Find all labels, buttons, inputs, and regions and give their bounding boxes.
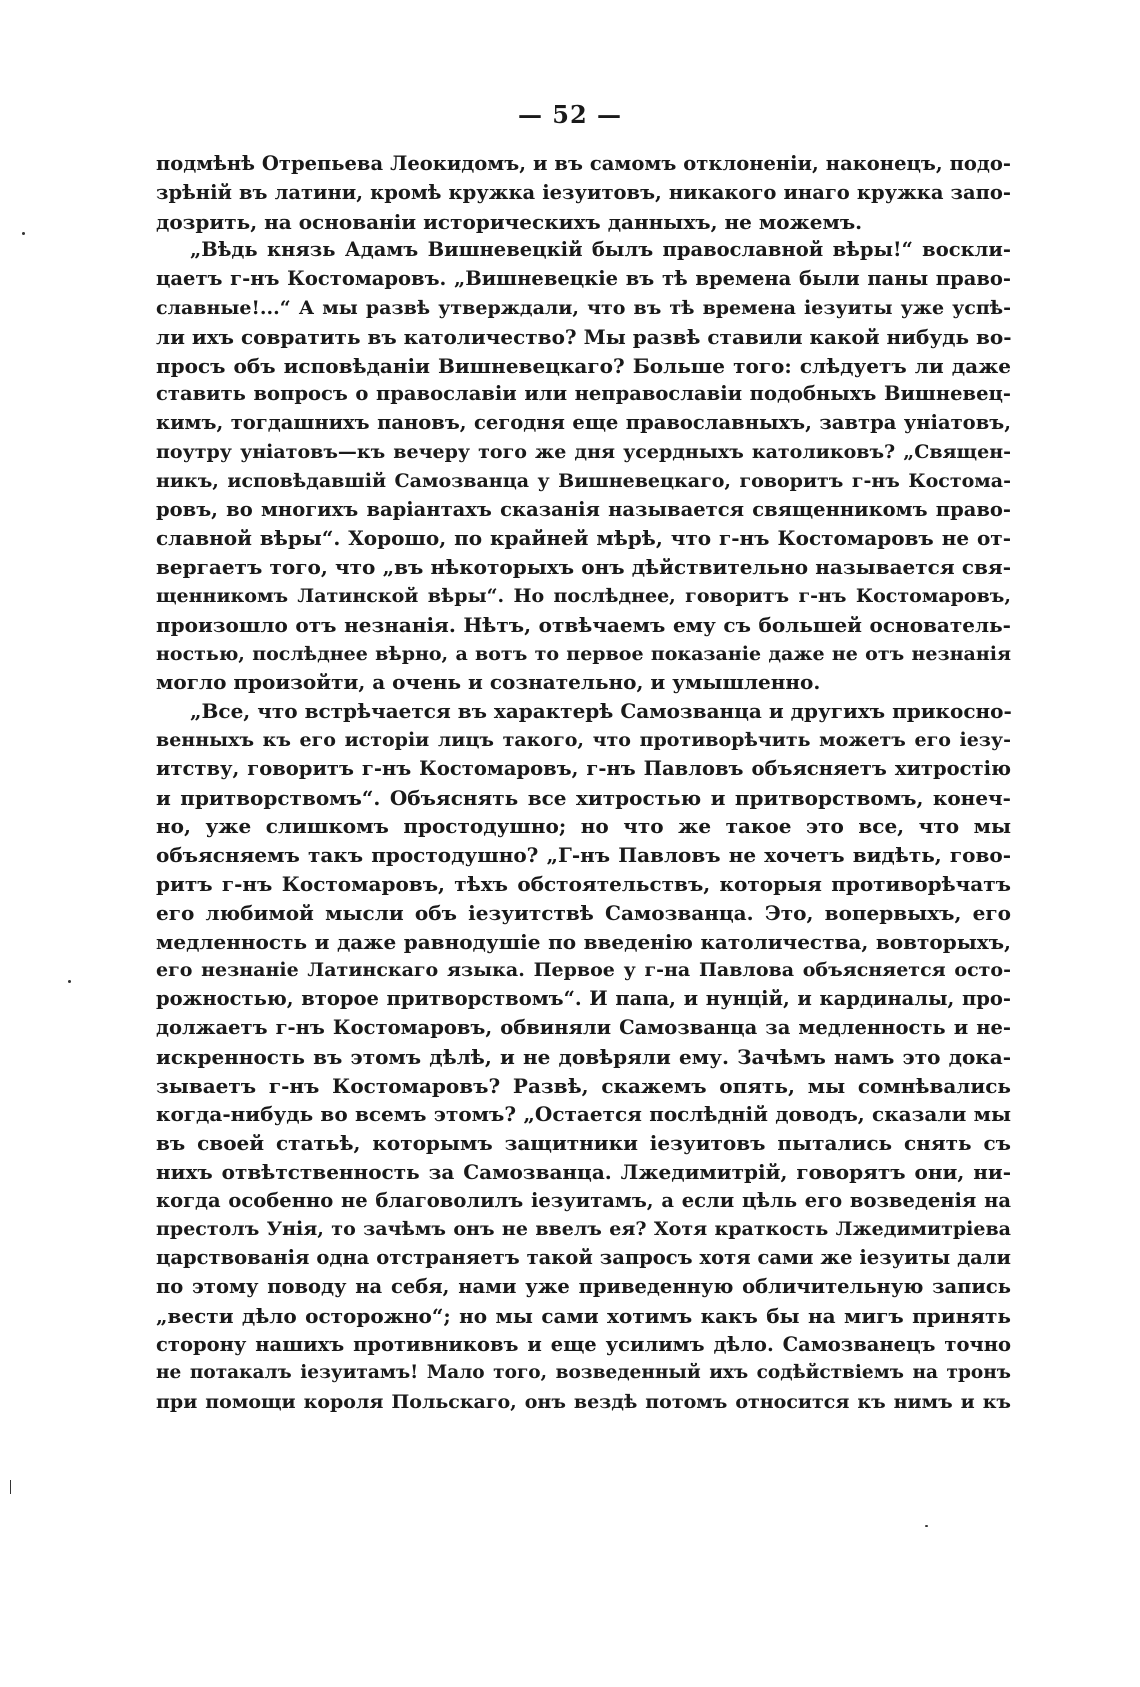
text-line: медленность и даже равнодушіе по введенію католичества, вовторыхъ,: [156, 929, 1011, 954]
text-line: ли ихъ совратить въ католичество? Мы развѣ ставили какой нибудь во-: [156, 324, 1012, 349]
text-line: и притворствомъ“. Объяснять все хитростью и притворствомъ, конеч-: [156, 785, 1011, 810]
text-line: его любимой мысли объ іезуитствѣ Самозванца. Это, вопервыхъ, его: [156, 900, 1011, 925]
text-line: при помощи короля Польскаго, онъ вездѣ потомъ относится къ нимъ и къ: [156, 1391, 1011, 1414]
text-line: не потакалъ іезуитамъ! Мало того, возведенный ихъ содѣйствіемъ на тронъ: [156, 1362, 1011, 1384]
text-line: щенникомъ Латинской вѣры“. Но послѣднее, говоритъ г-нъ Костомаровъ,: [156, 584, 1011, 607]
scan-speck: [22, 232, 25, 235]
scan-speck: [925, 1525, 928, 1527]
text-line: ровъ, во многихъ варіантахъ сказанія называется священникомъ право-: [156, 497, 1011, 521]
text-line: „вести дѣло осторожно“; но мы сами хотимъ какъ бы на мигъ принять: [156, 1303, 1011, 1328]
text-line: царствованія одна отстраняетъ такой запросъ хотя сами же іезуиты дали: [156, 1246, 1011, 1270]
text-line: но, уже слишкомъ простодушно; но что же такое это все, что мы: [156, 814, 1011, 839]
text-line: итству, говоритъ г-нъ Костомаровъ, г-нъ Павловъ объясняетъ хитростію: [156, 756, 1011, 780]
text-line: искренность въ этомъ дѣлѣ, и не довѣряли ему. Зачѣмъ намъ это дока-: [156, 1044, 1011, 1069]
text-line: престолъ Унія, то зачѣмъ онъ не ввелъ ея? Хотя краткость Лжедимитріева: [156, 1218, 1011, 1241]
text-line: по этому поводу на себя, нами уже приведенную обличительную запись: [156, 1275, 1011, 1299]
text-line: должаетъ г-нъ Костомаровъ, обвиняли Самозванца за медленность и не-: [156, 1015, 1011, 1039]
text-line: ритъ г-нъ Костомаровъ, тѣхъ обстоятельствъ, которыя противорѣчатъ: [156, 871, 1011, 896]
text-line: никъ, исповѣдавшій Самозванца у Вишневецкаго, говоритъ г-нъ Костома-: [156, 469, 1011, 492]
text-line: венныхъ къ его исторіи лицъ такого, что противорѣчить можетъ его іезу-: [156, 728, 1011, 751]
page-number: — 52 —: [517, 100, 623, 129]
text-line: ностью, послѣднее вѣрно, а вотъ то первое показаніе даже не отъ незнанія: [156, 642, 1011, 665]
text-line: дозрить, на основаніи историческихъ данныхъ, не можемъ.: [156, 209, 863, 234]
text-line: цаетъ г-нъ Костомаровъ. „Вишневецкіе въ тѣ времена были паны право-: [156, 267, 1011, 291]
text-line: сторону нашихъ противниковъ и еще усилимъ дѣло. Самозванецъ точно: [156, 1332, 1011, 1356]
text-line: рожностью, второе притворствомъ“. И папа, и нунцій, и кардиналы, про-: [156, 987, 1011, 1011]
text-line: зрѣній въ латини, кромѣ кружка іезуитовъ, никакого инаго кружка запо-: [156, 180, 1011, 204]
scan-speck: [10, 1480, 11, 1494]
text-line: „Все, что встрѣчается въ характерѣ Самозванца и другихъ прикосно-: [190, 699, 1012, 724]
text-line: зываетъ г-нъ Костомаровъ? Развѣ, скажемъ опять, мы сомнѣвались: [156, 1073, 1011, 1098]
text-line: его незнаніе Латинскаго языка. Первое у г-на Павлова объясняется осто-: [156, 959, 1011, 982]
text-line: въ своей статьѣ, которымъ защитники іезуитовъ пытались снять съ: [156, 1131, 1011, 1156]
body-text: [156, 150, 1011, 1417]
text-line: когда особенно не благоволилъ іезуитамъ, а если цѣль его возведенія на: [156, 1188, 1011, 1212]
text-line: произошло отъ незнанія. Нѣтъ, отвѣчаемъ ему съ большей основатель-: [156, 612, 1011, 637]
scan-speck: [68, 980, 71, 983]
text-line: вергаетъ того, что „въ нѣкоторыхъ онъ дѣйствительно называется свя-: [156, 555, 1011, 580]
text-line: славные!...“ А мы развѣ утверждали, что въ тѣ времена іезуиты уже успѣ-: [156, 296, 1011, 319]
text-line: могло произойти, а очень и сознательно, и умышленно.: [156, 670, 821, 695]
text-line: кимъ, тогдашнихъ пановъ, сегодня еще православныхъ, завтра уніатовъ,: [156, 411, 1011, 435]
text-line: объясняемъ такъ простодушно? „Г-нъ Павловъ не хочетъ видѣть, гово-: [156, 843, 1011, 868]
text-line: просъ объ исповѣданіи Вишневецкаго? Больше того: слѣдуетъ ли даже: [156, 353, 1011, 378]
text-line: „Вѣдь князь Адамъ Вишневецкій былъ православной вѣры!“ воскли-: [190, 238, 1011, 262]
text-line: когда-нибудь во всемъ этомъ? „Остается послѣдній доводъ, сказали мы: [156, 1102, 1011, 1127]
text-line: славной вѣры“. Хорошо, по крайней мѣрѣ, что г-нъ Костомаровъ не от-: [156, 526, 1011, 551]
text-line: поутру уніатовъ—къ вечеру того же дня усердныхъ католиковъ? „Священ-: [156, 440, 1011, 463]
text-line: нихъ отвѣтственность за Самозванца. Лжедимитрій, говорятъ они, ни-: [156, 1159, 1011, 1184]
text-line: подмѣнѣ Отрепьева Леокидомъ, и въ самомъ отклоненіи, наконецъ, подо-: [156, 152, 1011, 175]
text-line: ставить вопросъ о православіи или неправославіи подобныхъ Вишневец-: [156, 382, 1011, 406]
